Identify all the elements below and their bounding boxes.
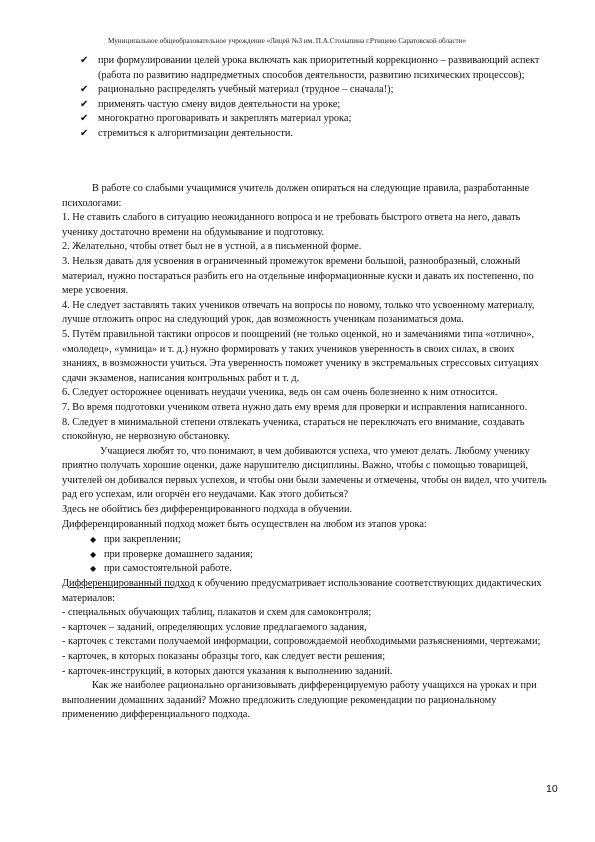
rule-item: 8. Следует в минимальной степени отвлекать ученика, стараться не переключать его внимание, создавать спокойную, не нервозную обстановку. bbox=[62, 416, 525, 443]
intro-paragraph: В работе со слабыми учащимися учитель должен опираться на следующие правила, разработанные психологами: bbox=[62, 183, 530, 209]
check-list-text: при формулировании целей урока включать как приоритетный коррекционно – развивающий аспект (работа по развитию надпредметных способов деятельности, развитию психических процессов); bbox=[98, 55, 540, 81]
stage-list bbox=[90, 533, 550, 577]
material-item: - карточек – заданий, определяющих условие предлагаемого задания, bbox=[62, 621, 367, 633]
stage-list-item bbox=[90, 548, 550, 563]
check-list-item bbox=[80, 54, 550, 83]
checkmark-icon: ✔ bbox=[80, 98, 89, 110]
checkmark-icon: ✔ bbox=[80, 84, 89, 96]
stage-list-text: при самостоятельной работе. bbox=[104, 563, 232, 575]
rule-item: 7. Во время подготовки учеником ответа нужно дать ему время для проверки и исправления написанного. bbox=[62, 401, 528, 413]
check-list-text: многократно проговаривать и закреплять материал урока; bbox=[98, 113, 352, 125]
stages-paragraph: Дифференцированный подход может быть осуществлен на любом из этапов урока: bbox=[62, 518, 427, 530]
rule-item: 2. Желательно, чтобы ответ был не в устной, а в письменной форме. bbox=[62, 241, 362, 253]
rule-item: 6. Следует осторожнее оценивать неудачи ученика, ведь он сам очень болезненно к ним относится. bbox=[62, 387, 498, 399]
material-item: - специальных обучающих таблиц, плакатов и схем для самоконтроля; bbox=[62, 607, 372, 619]
checkmark-icon: ✔ bbox=[80, 113, 89, 125]
check-list-item bbox=[80, 112, 550, 127]
check-list-item bbox=[80, 127, 550, 142]
check-list-text: применять частую смену видов деятельности на уроке; bbox=[98, 98, 341, 110]
page-number: 10 bbox=[546, 783, 558, 795]
stage-list-text: при закреплении; bbox=[104, 534, 181, 546]
check-list-text: стремиться к алгоритмизации деятельности. bbox=[98, 127, 293, 139]
success-paragraph: Учащиеся любят то, что понимают, в чем добиваются успеха, что умеют делать. Любому ученику приятно получать хорошие оценки, даже нарушителю дисциплины. Важно, чтобы с помощью товарищей, учителей он добивался первых успехов, и чтобы они были замечены и отмечены, чтобы он видел, что учитель рад его успехам, или огорчён его неудачами. Как этого добиться? bbox=[62, 445, 547, 501]
material-item: - карточек с текстами получаемой информации, сопровождаемой необходимыми разъяснениями, чертежами; bbox=[62, 636, 541, 648]
check-list-item bbox=[80, 98, 550, 113]
rule-item: 1. Не ставить слабого в ситуацию неожиданного вопроса и не требовать быстрого ответа на него, давать ученику достаточно времени на обдумывание и подготовку. bbox=[62, 212, 521, 238]
check-list-item bbox=[80, 83, 550, 98]
differentiated-paragraph: Здесь не обойтись без дифференцированного подхода в обучении. bbox=[62, 504, 353, 516]
material-item: - карточек-инструкций, в которых даются указания к выполнению заданий. bbox=[62, 665, 393, 677]
stage-list-item bbox=[90, 562, 550, 577]
diamond-bullet-icon: ◆ bbox=[90, 564, 97, 574]
check-list bbox=[80, 54, 550, 142]
stage-list-text: при проверке домашнего задания; bbox=[104, 548, 253, 560]
diamond-bullet-icon: ◆ bbox=[90, 535, 97, 545]
material-item: - карточек, в которых показаны образцы того, как следует вести решения; bbox=[62, 651, 386, 662]
document-body bbox=[62, 182, 550, 723]
materials-rest: к обучению предусматривает использование соответствующих дидактических материалов: bbox=[62, 578, 542, 604]
closing-paragraph: Как же наиболее рационально организовывать дифференцируемую работу учащихся на уроках и при выполнении домашних заданий? Можно предложить следующие рекомендации по рациональному применению дифференциального подхода. bbox=[62, 680, 537, 721]
checkmark-icon: ✔ bbox=[80, 127, 89, 139]
checkmark-icon: ✔ bbox=[80, 55, 89, 66]
materials-lead: Дифференцированный подход bbox=[62, 578, 195, 590]
check-list-text: рационально распределять учебный материал (трудное – сначала!); bbox=[98, 84, 394, 96]
materials-paragraph bbox=[62, 577, 550, 606]
rule-item: 5. Путём правильной тактики опросов и поощрений (не только оценкой, но и замечаниями типа «отлично», «молодец», «умница» и т. д.) нужно формировать у таких учеников уверенность в своих силах, в своих знаниях, в возможности учиться. Эта уверенность поможет ученику в экстремальных стрессовых ситуациях сдачи экзаменов, написания контрольных работ и т. д. bbox=[62, 328, 539, 384]
diamond-bullet-icon: ◆ bbox=[90, 549, 97, 559]
stage-list-item bbox=[90, 533, 550, 548]
rule-item: 3. Нельзя давать для усвоения в ограниченный промежуток времени большой, разнообразный, сложный материал, нужно постараться разбить его на отдельные информационные куски и давать их постепенно, по мере усвоения. bbox=[62, 255, 534, 297]
rule-item: 4. Не следует заставлять таких учеников отвечать на вопросы по новому, только что усвоенному материалу, лучше отложить опрос на следующий урок, дав возможность ученикам позаниматься дома. bbox=[62, 299, 535, 326]
page-header: Муниципальное общеобразовательное учреждение «Лицей №3 им. П.А.Столыпина г.Ртищево Саратовской области» bbox=[108, 37, 467, 45]
